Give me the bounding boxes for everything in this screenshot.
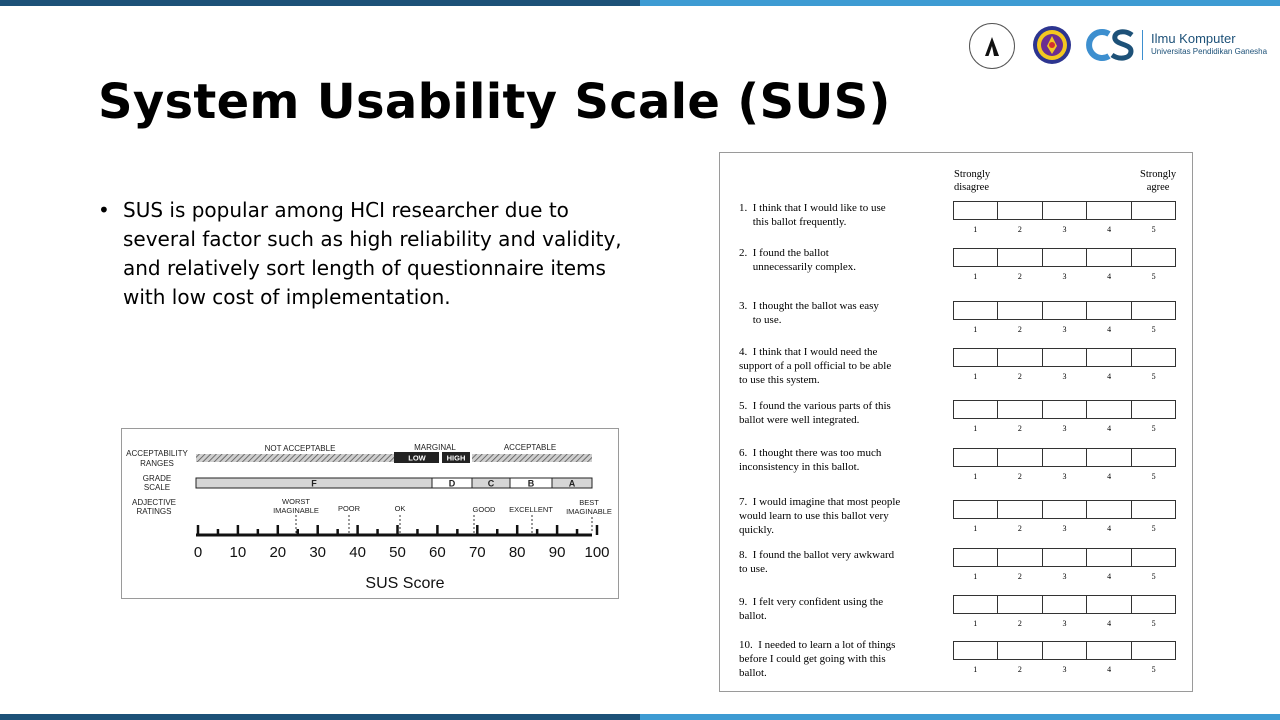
rating-number: 2 — [1017, 225, 1022, 234]
label-acceptability: ACCEPTABILITY — [126, 449, 188, 458]
rating-number: 3 — [1062, 424, 1067, 433]
rating-number: 4 — [1107, 524, 1112, 533]
label-ratings: RATINGS — [136, 507, 172, 516]
rating-box — [1086, 249, 1130, 266]
acceptable-range — [472, 454, 592, 462]
rating-box — [1131, 501, 1175, 518]
rating-box — [954, 401, 997, 418]
rating-number: 2 — [1017, 424, 1022, 433]
poor-label: POOR — [337, 504, 361, 513]
low-label: LOW — [408, 453, 426, 463]
rating-box — [1131, 202, 1175, 219]
a-logo-icon — [969, 23, 1015, 69]
question-text: 3. I thought the ballot was easy to use. — [739, 300, 879, 326]
rating-box — [954, 596, 997, 613]
label-scale: SCALE — [143, 483, 171, 492]
rating-box — [997, 501, 1041, 518]
rating-number: 4 — [1107, 225, 1112, 234]
rating-box — [954, 349, 997, 366]
rating-box — [1131, 642, 1175, 659]
rating-boxes — [953, 248, 1176, 267]
rating-box — [1131, 249, 1175, 266]
rating-box — [954, 449, 997, 466]
sus-scale-graphic — [122, 429, 618, 598]
rating-number: 4 — [1107, 424, 1112, 433]
rating-number: 1 — [973, 472, 978, 481]
rating-number: 5 — [1151, 524, 1156, 533]
rating-scale-numbers — [953, 225, 1176, 234]
worst-label: WORST — [282, 497, 310, 506]
university-seal-icon — [1032, 24, 1072, 66]
cs-logo-icon — [1084, 26, 1136, 64]
rating-number: 1 — [973, 272, 978, 281]
rating-box — [1042, 596, 1086, 613]
rating-box — [1042, 349, 1086, 366]
question-text: 2. I found the ballot unnecessarily complex. — [739, 247, 856, 273]
rating-number: 2 — [1017, 325, 1022, 334]
rating-number: 3 — [1062, 572, 1067, 581]
rating-number: 1 — [973, 524, 978, 533]
rating-box — [997, 596, 1041, 613]
rating-number: 3 — [1062, 619, 1067, 628]
question-text: 10. I needed to learn a lot of things before I could get going with this ballot. — [739, 639, 896, 679]
rating-box — [1086, 596, 1130, 613]
label-grade: GRADE — [142, 474, 172, 483]
logo-divider — [1142, 30, 1143, 60]
rating-number: 5 — [1151, 424, 1156, 433]
rating-box — [1042, 202, 1086, 219]
rating-boxes — [953, 548, 1176, 567]
rating-number: 5 — [1151, 619, 1156, 628]
rating-number: 5 — [1151, 372, 1156, 381]
question-text: 7. I would imagine that most people would learn to use this ballot very quickly. — [739, 496, 901, 536]
rating-box — [954, 501, 997, 518]
rating-boxes — [953, 400, 1176, 419]
rating-number: 1 — [973, 572, 978, 581]
rating-number: 3 — [1062, 225, 1067, 234]
rating-box — [997, 401, 1041, 418]
rating-number: 1 — [973, 424, 978, 433]
rating-number: 2 — [1017, 272, 1022, 281]
not-acceptable-label: NOT ACCEPTABLE — [264, 444, 336, 453]
grade-d-label: D — [448, 478, 456, 489]
rating-scale-numbers — [953, 524, 1176, 533]
bullet-item — [98, 196, 638, 312]
rating-number: 2 — [1017, 665, 1022, 674]
header-strongly-agree: Strongly agree — [1140, 169, 1177, 193]
rating-box — [1131, 596, 1175, 613]
excellent-label: EXCELLENT — [509, 505, 553, 514]
rating-box — [1131, 302, 1175, 319]
rating-box — [1086, 349, 1130, 366]
tick-label: 40 — [349, 544, 366, 561]
question-text: 5. I found the various parts of this ballot were well integrated. — [739, 400, 891, 426]
institution-name: Ilmu Komputer — [1151, 31, 1236, 46]
rating-box — [997, 249, 1041, 266]
rating-box — [1042, 501, 1086, 518]
rating-number: 3 — [1062, 665, 1067, 674]
rating-box — [997, 202, 1041, 219]
rating-number: 1 — [973, 225, 978, 234]
institution-subtitle: Universitas Pendidikan Ganesha — [1151, 47, 1268, 56]
rating-number: 4 — [1107, 472, 1112, 481]
rating-box — [1086, 202, 1130, 219]
rating-number: 3 — [1062, 372, 1067, 381]
rating-number: 1 — [973, 619, 978, 628]
rating-number: 2 — [1017, 619, 1022, 628]
rating-boxes — [953, 301, 1176, 320]
rating-number: 5 — [1151, 325, 1156, 334]
rating-box — [997, 302, 1041, 319]
sus-questionnaire-figure — [719, 152, 1193, 692]
not-acceptable-range — [196, 454, 394, 462]
rating-number: 2 — [1017, 524, 1022, 533]
rating-box — [1042, 401, 1086, 418]
grade-b-label: B — [527, 478, 535, 489]
grade-a-label: A — [568, 478, 576, 489]
header-strongly-disagree: Strongly disagree — [954, 169, 991, 193]
rating-scale-numbers — [953, 619, 1176, 628]
rating-number: 4 — [1107, 272, 1112, 281]
slide-title: System Usability Scale (SUS) — [98, 74, 891, 130]
rating-box — [1086, 501, 1130, 518]
rating-box — [1042, 549, 1086, 566]
marginal-label: MARGINAL — [414, 443, 456, 452]
good-label: GOOD — [472, 505, 496, 514]
tick-label: 100 — [584, 544, 610, 561]
rating-number: 3 — [1062, 272, 1067, 281]
rating-number: 3 — [1062, 325, 1067, 334]
rating-number: 2 — [1017, 472, 1022, 481]
sus-scale-figure — [121, 428, 619, 599]
top-accent-bar — [0, 0, 1280, 6]
question-text: 4. I think that I would need the support of a poll official to be able to use this system. — [739, 346, 892, 386]
rating-box — [1042, 642, 1086, 659]
rating-scale-numbers — [953, 472, 1176, 481]
rating-number: 4 — [1107, 372, 1112, 381]
ok-label: OK — [394, 504, 406, 513]
rating-box — [1086, 401, 1130, 418]
rating-box — [954, 642, 997, 659]
rating-boxes — [953, 595, 1176, 614]
tick-label: 30 — [309, 544, 327, 561]
bullet-dot-icon: • — [98, 198, 110, 222]
rating-scale-numbers — [953, 325, 1176, 334]
rating-box — [1042, 449, 1086, 466]
grade-f-label: F — [311, 478, 317, 489]
sus-score-axis-label: SUS Score — [365, 575, 445, 592]
rating-box — [1086, 302, 1130, 319]
rating-number: 5 — [1151, 665, 1156, 674]
best-imaginable-label: IMAGINABLE — [566, 507, 612, 516]
acceptable-label: ACCEPTABLE — [503, 443, 557, 452]
rating-box — [1042, 302, 1086, 319]
tick-label: 0 — [193, 544, 203, 561]
rating-number: 4 — [1107, 325, 1112, 334]
rating-number: 3 — [1062, 472, 1067, 481]
rating-box — [997, 642, 1041, 659]
rating-box — [1042, 249, 1086, 266]
rating-scale-numbers — [953, 272, 1176, 281]
label-adjective: ADJECTIVE — [131, 498, 177, 507]
rating-number: 1 — [973, 372, 978, 381]
rating-box — [997, 349, 1041, 366]
question-text: 6. I thought there was too much inconsistency in this ballot. — [739, 447, 882, 473]
rating-box — [954, 202, 997, 219]
rating-box — [1131, 349, 1175, 366]
worst-imaginable-label: IMAGINABLE — [273, 506, 319, 515]
tick-label: 70 — [468, 544, 486, 561]
rating-box — [1131, 449, 1175, 466]
bottom-accent-bar — [0, 714, 1280, 720]
rating-number: 4 — [1107, 619, 1112, 628]
bullet-text: SUS is popular among HCI researcher due to several factor such as high reliability and validity, and relatively sort length of questionnaire items with low cost of implementation. — [123, 198, 622, 309]
rating-number: 5 — [1151, 272, 1156, 281]
rating-box — [997, 549, 1041, 566]
rating-scale-numbers — [953, 665, 1176, 674]
question-text: 9. I felt very confident using the ballot. — [739, 596, 884, 622]
rating-box — [1086, 549, 1130, 566]
tick-label: 80 — [508, 544, 526, 561]
rating-number: 4 — [1107, 572, 1112, 581]
rating-box — [954, 249, 997, 266]
rating-number: 1 — [973, 665, 978, 674]
grade-c-label: C — [487, 478, 495, 489]
rating-number: 5 — [1151, 572, 1156, 581]
bullet-list — [98, 196, 638, 312]
rating-box — [954, 302, 997, 319]
rating-boxes — [953, 348, 1176, 367]
rating-box — [997, 449, 1041, 466]
tick-label: 60 — [429, 544, 446, 561]
rating-box — [1131, 549, 1175, 566]
rating-boxes — [953, 201, 1176, 220]
rating-boxes — [953, 500, 1176, 519]
rating-scale-numbers — [953, 372, 1176, 381]
rating-number: 3 — [1062, 524, 1067, 533]
label-ranges: RANGES — [140, 459, 174, 468]
tick-label: 10 — [229, 544, 247, 561]
high-label: HIGH — [446, 453, 466, 463]
tick-label: 20 — [269, 544, 287, 561]
rating-number: 4 — [1107, 665, 1112, 674]
rating-box — [1131, 401, 1175, 418]
rating-boxes — [953, 448, 1176, 467]
rating-number: 5 — [1151, 225, 1156, 234]
tick-label: 50 — [389, 544, 406, 561]
rating-number: 5 — [1151, 472, 1156, 481]
rating-scale-numbers — [953, 572, 1176, 581]
rating-scale-numbers — [953, 424, 1176, 433]
rating-number: 2 — [1017, 572, 1022, 581]
best-label: BEST — [579, 498, 599, 507]
rating-number: 1 — [973, 325, 978, 334]
question-text: 8. I found the ballot very awkward to use. — [739, 549, 895, 575]
tick-label: 90 — [548, 544, 566, 561]
rating-number: 2 — [1017, 372, 1022, 381]
rating-boxes — [953, 641, 1176, 660]
rating-box — [1086, 642, 1130, 659]
rating-box — [1086, 449, 1130, 466]
rating-box — [954, 549, 997, 566]
question-text: 1. I think that I would like to use this ballot frequently. — [739, 202, 886, 228]
